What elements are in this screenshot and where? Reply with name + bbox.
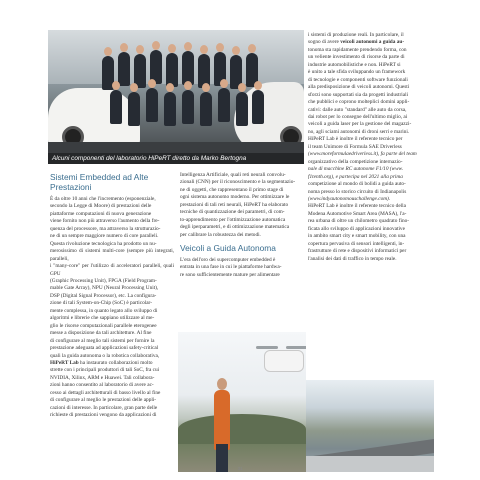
body-line: HiPeRT Lab è inoltre il referente tecnico per bbox=[308, 136, 403, 143]
body-text-span: sogno di avere bbox=[308, 39, 341, 46]
body-line: l'analisi dei dati di traffico in tempo reale. bbox=[308, 255, 397, 262]
body-line: re sono sufficientemente mature per alimentare bbox=[180, 271, 280, 278]
body-line: richieste di prestazioni vengono da applicazioni di bbox=[50, 412, 157, 419]
body-line: è unito a tale sfida sviluppando un framework bbox=[308, 69, 406, 76]
drone-photo bbox=[178, 332, 306, 472]
drone-propeller bbox=[286, 346, 306, 349]
body-line: alla predisposizione di veicoli autonomi. Questi bbox=[308, 84, 410, 91]
body-line: di configurare al meglio tali sistemi per fornire la bbox=[50, 337, 155, 344]
lab-name-bold: HiPeRT Lab bbox=[50, 359, 79, 366]
body-line: piattaforme computazioni di nuova generazione bbox=[50, 210, 152, 217]
body-line: no, agli sciami autonomi di droni serri e marini. bbox=[308, 128, 410, 135]
body-line: zionali (CNN) per il riconoscimento e la segmentazio- bbox=[180, 179, 296, 186]
body-line: cesso ai dettagli architetturali di basso livello al fine bbox=[50, 389, 161, 396]
body-line: Questa rivoluzione tecnologica ha prodotto un nu- bbox=[50, 240, 157, 247]
body-line: rea urbana di oltre un chilometro quadrato fino- bbox=[308, 218, 410, 225]
body-line: (www.moreformulaedriverless.it), fa parte del team bbox=[308, 151, 417, 158]
body-line: mente complessa, in quanto legato allo sviluppo di bbox=[50, 307, 158, 314]
body-line: che pubblici e coprono molteplici domini appli- bbox=[308, 99, 410, 106]
body-line: ne di un sempre maggiore numero di core paralleli. bbox=[50, 233, 159, 240]
body-line: degli iperparametri, e di ottimizzazione matematica bbox=[180, 224, 290, 231]
body-line: tonoma sta rapidamente prendendo forma, con bbox=[308, 46, 407, 53]
body-line: dai robot per lo consegne dell'ultimo miglio, ai bbox=[308, 113, 408, 120]
body-line: prestazione adeguata ad applicazioni safety-critical bbox=[50, 345, 159, 352]
body-line: (www.indyautonomouschallenge.com). bbox=[308, 195, 391, 202]
body-line: industrie automobilistiche e non. HiPeRT si bbox=[308, 61, 401, 68]
body-line: i sistemi di produzione reali. In particolare, il bbox=[308, 32, 404, 38]
body-line: cativi: dalle auto "standard" alle auto da corsa, bbox=[308, 106, 407, 113]
column-2-text bbox=[180, 172, 304, 239]
body-line: viene fornito non più attraverso l'aumento della fre- bbox=[50, 218, 160, 225]
body-line: di configurare al meglio le prestazioni delle appli- bbox=[50, 397, 157, 404]
body-line: per calibrare la robustezza dei metodi. bbox=[180, 231, 261, 238]
body-line: organizzativo della competizione internazio- bbox=[308, 158, 403, 165]
photo-hills bbox=[178, 414, 306, 444]
body-line: tecniche di quantizzazione dei parametri, di com- bbox=[180, 209, 285, 216]
researcher-legs bbox=[216, 444, 228, 472]
body-line: in ambito smart city e smart mobility, con una bbox=[308, 233, 406, 240]
body-line: frastrutture di rete e dispositivi informatici per bbox=[308, 248, 407, 255]
bold-phrase: veicoli autonomi a guida au- bbox=[340, 39, 405, 46]
body-line: i "many-core" per l'utilizzo di acceleratori paralleli, quali GPU bbox=[50, 263, 174, 277]
body-text-span: ha instaurato collaborazioni molto bbox=[78, 359, 153, 366]
body-line: di tecnologie e componenti software funzionali bbox=[308, 76, 408, 83]
body-line bbox=[308, 39, 436, 46]
drone-photo-landscape bbox=[306, 380, 434, 472]
column-1-text bbox=[50, 196, 174, 420]
body-line: NVIDIA, Xilinx, ARM e Huawei. Tali collabora- bbox=[50, 374, 155, 381]
body-line: quali la guida autonoma o la robotica collaborativa, bbox=[50, 352, 160, 359]
body-line: algoritmi e librerie che sappiano utilizzare al me- bbox=[50, 315, 155, 322]
section-title-autonomous: Veicoli a Guida Autonoma bbox=[180, 243, 276, 253]
body-line: ne di oggetti, che rappresentano il primo stage di bbox=[180, 186, 284, 193]
body-line: DSP (Digital Signal Processor), etc. La configura- bbox=[50, 292, 157, 299]
body-line: Intelligenza Artificiale, quali reti neurali convolu- bbox=[180, 172, 286, 178]
photo-caption: Alcuni componenti del laboratorio HiPeRT diretto da Marko Bertogna bbox=[48, 153, 304, 164]
column-3-text bbox=[308, 32, 436, 263]
body-line: un veliente investimento di risorse da parte di bbox=[308, 54, 405, 61]
body-line: veicoli a guida laser per la gestione del magazzi- bbox=[308, 121, 412, 128]
body-line: zioni hanno consentito al laboratorio di avere ac- bbox=[50, 382, 154, 389]
body-line: L'era dell'oro dei supercomputer embedded è bbox=[180, 257, 276, 263]
body-line: È da oltre 10 anni che l'incremento (esponenziale, bbox=[50, 196, 156, 202]
body-line: messe a disposizione da tali architetture. Al fine bbox=[50, 330, 152, 337]
body-line: il team Unimore di Formula SAE Driverless bbox=[308, 143, 402, 150]
body-line: ogni sistema autonomo moderno. Per ottimizzare le bbox=[180, 194, 290, 201]
body-line: f1tenth.org), e partecipa nel 2021 alla prima bbox=[308, 173, 403, 180]
body-line: sforzi sono supportati sia da progetti industriali bbox=[308, 91, 409, 98]
body-line: competizione al mondo di bolidi a guida auto- bbox=[308, 181, 406, 188]
body-line: merosissimo di sistemi multi-core (sempre più integrati, paralleli, bbox=[50, 248, 174, 262]
photo-track bbox=[306, 456, 434, 472]
body-line: copertura pervasiva di sensori intelligenti, in- bbox=[308, 240, 405, 247]
body-line: nale di macchine RC autonome F1/10 (www. bbox=[308, 166, 404, 173]
body-line: to-apprendimento per l'ottimizzazione automatica bbox=[180, 216, 286, 223]
body-line: Modena Automotive Smart Area (MASA), l'a- bbox=[308, 210, 407, 217]
body-line: noma presso lo storico circuito di Indianapolis bbox=[308, 188, 407, 195]
team-members bbox=[98, 50, 268, 140]
body-line: zione di tali System-on-Chip (SoC) è particolar- bbox=[50, 300, 152, 307]
section-title-embedded: Sistemi Embedded ad Alte Prestazioni bbox=[50, 172, 149, 192]
body-line: entrata in una fase in cui le piattaforme hardwa- bbox=[180, 264, 282, 271]
body-line: cazioni di interesse. In particolare, gran parte delle bbox=[50, 404, 158, 411]
body-line: quenza del processore, ma attraverso la strutturazio- bbox=[50, 225, 161, 232]
body-line: strette con i principali produttori di tali SoC, fra cui bbox=[50, 367, 160, 374]
team-photo bbox=[48, 30, 304, 164]
body-line: (Graphic Processing Unit), FPGA (Field Program- bbox=[50, 277, 157, 284]
body-line: mable Gate Array), NPU (Neural Processing Unit), bbox=[50, 285, 159, 292]
body-line: HiPeRT Lab è inoltre il referente tecnico della bbox=[308, 203, 406, 210]
researcher-figure bbox=[214, 390, 230, 450]
column-2-text-b bbox=[180, 257, 304, 279]
body-line: prestazioni di tali reti neurali, HiPeRT ha elaborato bbox=[180, 201, 289, 208]
page-number: 31 bbox=[237, 466, 243, 471]
body-line: secondo la Legge di Moore) di prestazioni delle bbox=[50, 203, 152, 210]
body-line: ficata allo sviluppo di applicazioni innovative bbox=[308, 225, 405, 232]
drone bbox=[264, 350, 304, 372]
body-line: glio le risorse computazionali parallele eterogenee bbox=[50, 322, 157, 329]
drone-propeller bbox=[256, 346, 278, 349]
